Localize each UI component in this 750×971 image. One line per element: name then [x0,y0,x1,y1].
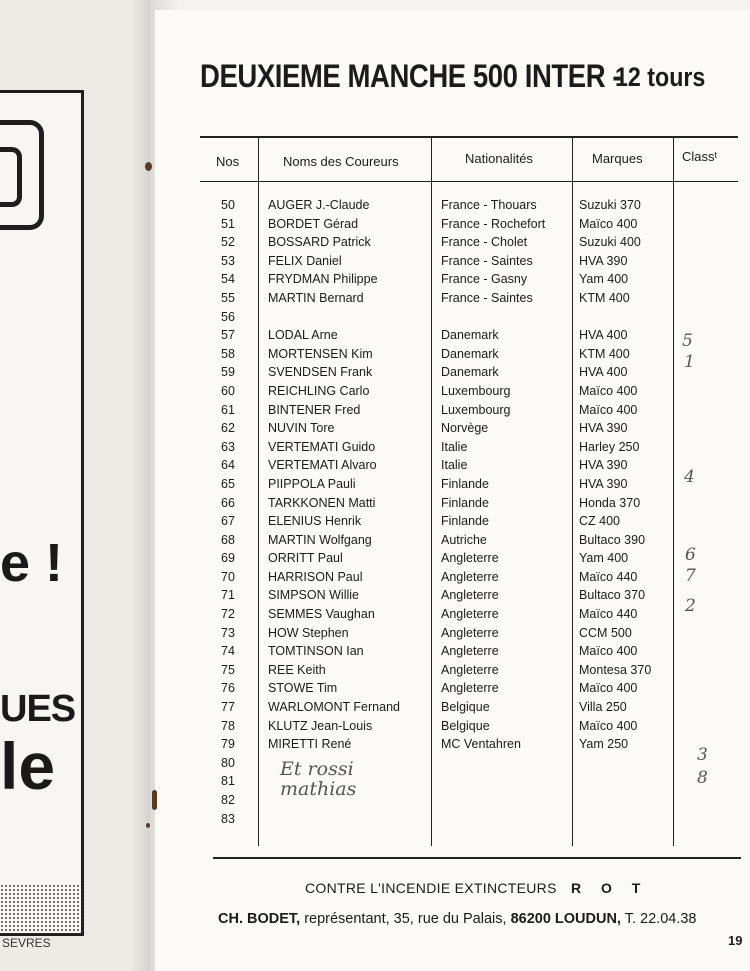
footer-agent: CH. BODET, [218,911,301,927]
race-number: 55 [221,290,235,305]
rider-name: PIIPPOLA Pauli [268,476,356,491]
footer-advert-line1 [305,880,648,896]
rider-name: SEMMES Vaughan [268,607,375,622]
motorcycle-brand: Maïco 400 [579,383,638,398]
race-number: 77 [221,700,235,715]
rider-nationality: Finlande [441,495,489,510]
column-divider [572,136,573,846]
rider-name: SIMPSON Willie [268,588,359,603]
motorcycle-brand [579,308,651,327]
rider-nationality: Italie [441,458,468,473]
paper-stain [145,162,152,171]
race-number: 56 [221,309,235,324]
table-top-rule [200,136,738,138]
race-number: 51 [221,216,235,231]
motorcycle-brand: CCM 500 [579,625,632,640]
motorcycle-brand: Honda 370 [579,495,641,510]
rider-name: VERTEMATI Guido [268,439,376,454]
motorcycle-brand: Maïco 400 [579,216,638,231]
rider-name: FRYDMAN Philippe [268,272,378,287]
rider-name: SVENDSEN Frank [268,365,373,380]
race-number: 61 [221,402,235,417]
footer-phone: T. 22.04.38 [624,911,697,927]
rider-nationality: Angleterre [441,551,499,566]
race-number: 68 [221,532,235,547]
race-number: 78 [221,718,235,733]
race-number: 83 [221,811,235,826]
motorcycle-brand: Maïco 400 [579,718,638,733]
motorcycle-brand: HVA 390 [579,458,628,473]
race-number: 54 [221,272,235,287]
table-bottom-rule [213,857,741,859]
race-number: 58 [221,346,235,361]
header-names: Noms des Coureurs [283,154,399,169]
brand-column [579,196,651,754]
rider-name: STOWE Tim [268,681,338,696]
motorcycle-brand: HVA 400 [579,328,628,343]
race-number: 64 [221,458,235,473]
motorcycle-brand: HVA 390 [579,476,628,491]
rider-name: BOSSARD Patrick [268,235,371,250]
rider-name: BINTENER Fred [268,402,361,417]
rider-name: AUGER J.-Claude [268,198,370,212]
rider-name: KLUTZ Jean-Louis [268,718,373,733]
rider-name: MORTENSEN Kim [268,346,373,361]
handwritten-class-72: 2 [685,596,696,616]
left-fragment-ues: UES [0,688,76,730]
page-number: 19 [728,933,743,948]
rider-nationality: MC Ventahren [441,737,521,752]
rider-nationality: Norvège [441,421,489,436]
rider-nationality: Finlande [441,476,489,491]
race-number: 67 [221,514,235,529]
names-column [268,196,400,754]
motorcycle-brand: KTM 400 [579,346,630,361]
rider-name: WARLOMONT Fernand [268,700,400,715]
motorcycle-brand: KTM 400 [579,290,630,305]
rider-nationality: Angleterre [441,644,499,659]
rider-name: ORRITT Paul [268,551,343,566]
header-nationality: Nationalités [465,151,533,166]
page-title [200,58,735,95]
rider-nationality: Italie [441,439,468,454]
motorcycle-brand: Bultaco 390 [579,532,646,547]
rider-nationality: Danemark [441,346,499,361]
rider-name: MARTIN Wolfgang [268,532,372,547]
motorcycle-brand: Suzuki 370 [579,198,641,212]
handwritten-class-70: 7 [685,566,696,586]
motorcycle-brand: CZ 400 [579,514,620,529]
rider-name: FELIX Daniel [268,253,342,268]
title-main: DEUXIEME MANCHE 500 INTER - [200,58,622,94]
handwritten-class-69: 6 [685,545,696,565]
motorcycle-brand: Villa 250 [579,700,627,715]
handwritten-class-59: 1 [684,352,695,372]
race-number: 62 [221,421,235,436]
rider-nationality: Autriche [441,532,487,547]
rider-name: LODAL Arne [268,328,338,343]
rider-nationality: Luxembourg [441,383,511,398]
motorcycle-brand: Harley 250 [579,439,640,454]
handwritten-name-80: Et rossi [280,758,354,780]
handwritten-class-58: 5 [682,331,693,351]
left-page-fragment [0,0,150,971]
nationality-column [441,196,545,754]
rider-name: MARTIN Bernard [268,290,364,305]
rider-nationality: Angleterre [441,625,499,640]
race-number: 50 [221,198,235,212]
rider-nationality: Belgique [441,700,490,715]
race-number: 79 [221,737,235,752]
race-number: 65 [221,476,235,491]
column-divider [258,136,259,846]
race-number: 60 [221,383,235,398]
race-number: 57 [221,328,235,343]
motorcycle-brand: HVA 400 [579,365,628,380]
rider-nationality: France - Saintes [441,290,533,305]
rider-nationality: Danemark [441,328,499,343]
race-number: 71 [221,588,235,603]
footer-rot-brand: R O T [570,880,649,896]
motorcycle-brand: Maïco 440 [579,607,638,622]
rider-nationality: France - Rochefort [441,216,546,231]
header-number: Nos [216,154,240,169]
rider-nationality: France - Saintes [441,253,533,268]
number-column [221,196,235,828]
race-number: 59 [221,365,235,380]
footer-extinguisher-text: CONTRE L'INCENDIE EXTINCTEURS [305,880,557,896]
rider-name: NUVIN Tore [268,421,335,436]
title-laps: 12 tours [615,62,706,92]
rider-nationality: Angleterre [441,607,499,622]
motorcycle-brand: Yam 400 [579,551,629,566]
rider-nationality: Belgique [441,718,490,733]
left-halftone-pattern [0,884,84,934]
motorcycle-brand: HVA 390 [579,253,628,268]
handwritten-class-66: 4 [684,467,695,487]
left-logo-inner [0,147,22,207]
header-underline [200,181,738,182]
race-number: 80 [221,755,235,770]
column-divider [431,136,432,846]
motorcycle-brand: Yam 250 [579,737,629,752]
race-number: 53 [221,253,235,268]
rider-name: HARRISON Paul [268,569,363,584]
handwritten-name-81: mathias [280,778,357,800]
rider-nationality: Angleterre [441,662,499,677]
rider-nationality: Angleterre [441,588,499,603]
race-number: 66 [221,495,235,510]
rider-nationality [441,308,545,327]
motorcycle-brand: HVA 390 [579,421,628,436]
rider-nationality: Angleterre [441,681,499,696]
rider-nationality: France - Cholet [441,235,528,250]
rider-name: MIRETTI René [268,737,352,752]
motorcycle-brand: Maïco 400 [579,644,638,659]
rider-nationality: Finlande [441,514,489,529]
rider-name: TOMTINSON Ian [268,644,364,659]
race-number: 73 [221,625,235,640]
race-number: 72 [221,607,235,622]
left-footer-text: SEVRES [2,936,51,950]
rider-name: BORDET Gérad [268,216,359,231]
left-fragment-le: le [0,729,56,803]
motorcycle-brand: Bultaco 370 [579,588,646,603]
column-divider [673,136,674,846]
header-class: Classᵗ [682,149,718,164]
race-number: 76 [221,681,235,696]
motorcycle-brand: Montesa 370 [579,662,652,677]
motorcycle-brand: Maïco 440 [579,569,638,584]
footer-postcode-city: 86200 LOUDUN, [510,911,621,927]
race-number: 63 [221,439,235,454]
rider-name: TARKKONEN Matti [268,495,376,510]
motorcycle-brand: Maïco 400 [579,402,638,417]
rider-name: HOW Stephen [268,625,349,640]
race-number: 69 [221,551,235,566]
handwritten-class-80: 3 [697,745,708,765]
rider-name: REE Keith [268,662,326,677]
footer-address: représentant, 35, rue du Palais, [304,911,507,927]
handwritten-class-81: 8 [697,768,708,788]
rider-nationality: France - Gasny [441,272,528,287]
rider-name: ELENIUS Henrik [268,514,362,529]
rider-name: REICHLING Carlo [268,383,370,398]
race-number: 52 [221,235,235,250]
race-number: 75 [221,662,235,677]
rider-name: VERTEMATI Alvaro [268,458,377,473]
header-brand: Marques [592,151,643,166]
footer-advert-line2 [218,911,697,927]
left-fragment-exclaim: e ! [0,533,64,593]
rider-nationality: France - Thouars [441,198,537,212]
paper-stain [152,790,157,810]
rider-nationality: Danemark [441,365,499,380]
motorcycle-brand: Maïco 400 [579,681,638,696]
race-number: 82 [221,793,235,807]
motorcycle-brand: Suzuki 400 [579,235,641,250]
race-number: 74 [221,644,235,659]
rider-nationality: Luxembourg [441,402,511,417]
rider-nationality: Angleterre [441,569,499,584]
left-logo-mark [0,120,44,230]
paper-stain [146,823,150,828]
motorcycle-brand: Yam 400 [579,272,629,287]
race-number: 70 [221,569,235,584]
rider-name [268,308,400,327]
race-number: 81 [221,774,235,789]
